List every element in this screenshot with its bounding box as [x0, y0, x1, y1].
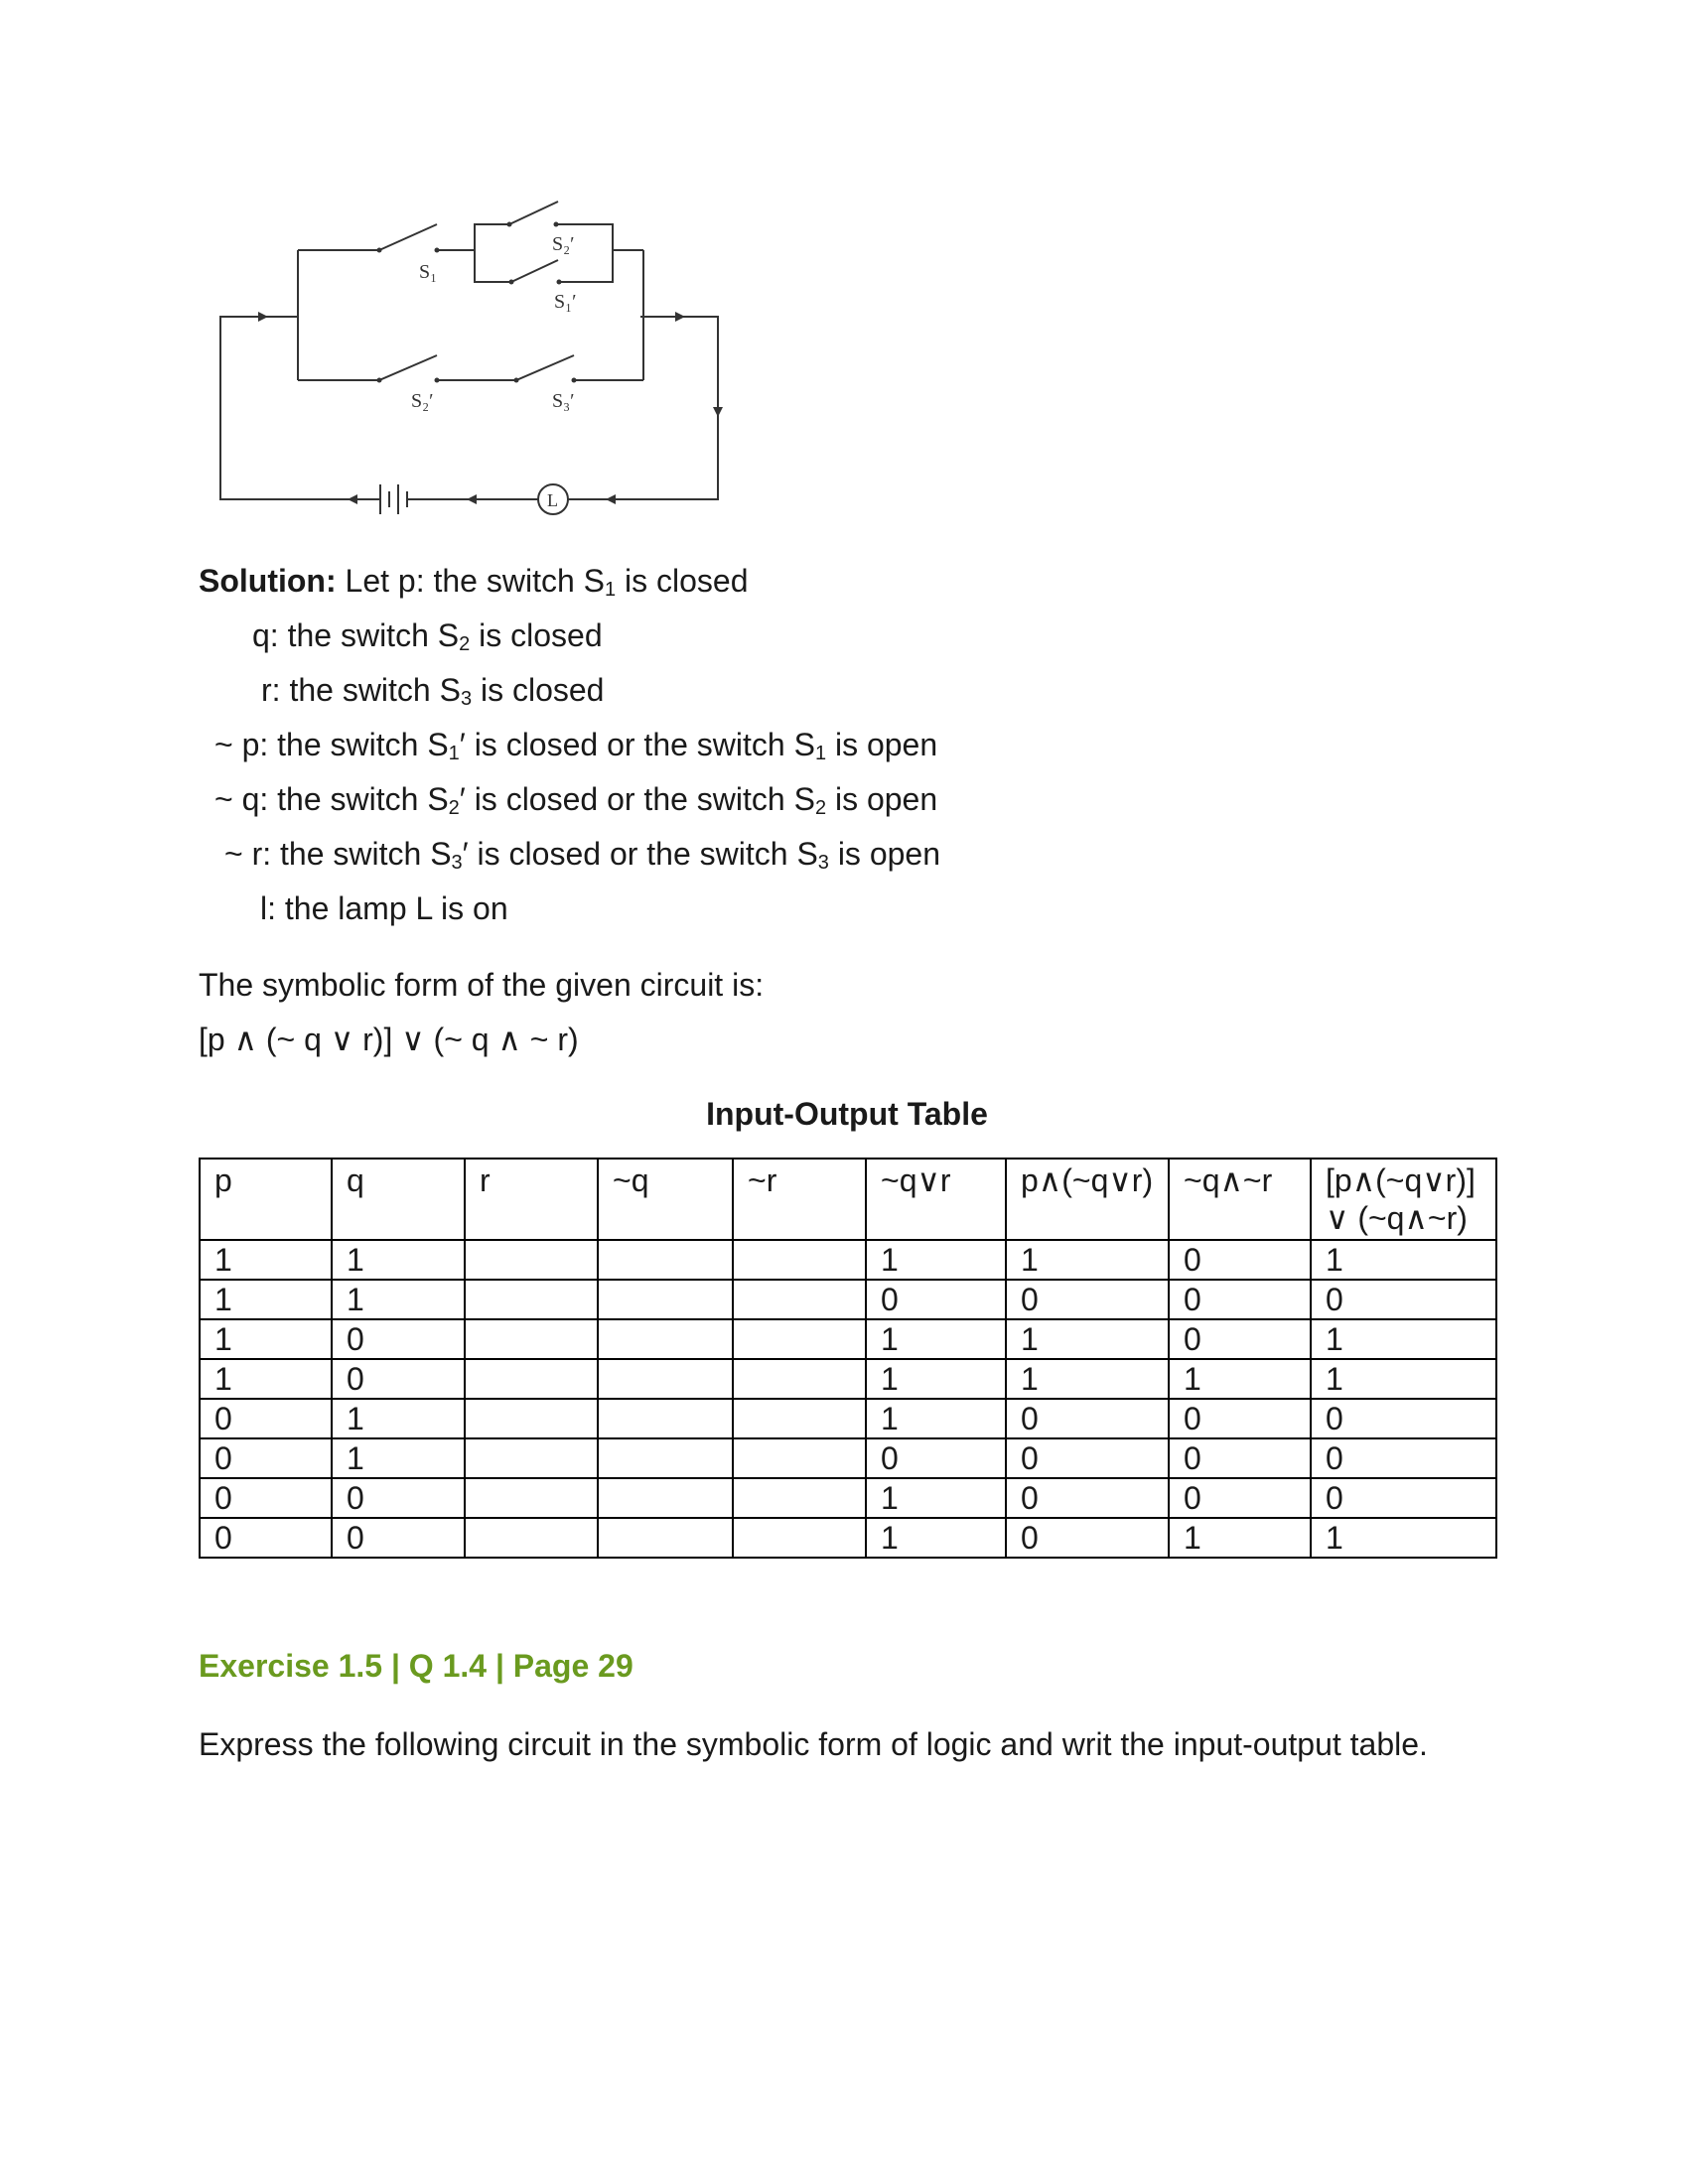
arrow-bottom-mid: [467, 494, 477, 504]
table-cell: 1: [866, 1478, 1006, 1518]
table-cell: [733, 1518, 866, 1558]
table-row: [200, 1280, 1496, 1319]
table-header-cell: p: [200, 1159, 332, 1240]
label-s2-prime-top: S₂′: [552, 233, 575, 255]
table-cell: 0: [332, 1359, 465, 1399]
table-cell: 1: [866, 1399, 1006, 1438]
table-cell: 1: [200, 1280, 332, 1319]
table-cell: 0: [1311, 1438, 1496, 1478]
table-cell: 1: [1311, 1319, 1496, 1359]
table-cell: 1: [1006, 1359, 1169, 1399]
table-cell: 1: [866, 1518, 1006, 1558]
table-cell: 1: [200, 1319, 332, 1359]
arrow-right-top: [675, 312, 685, 322]
table-header-cell: ~q∧~r: [1169, 1159, 1311, 1240]
circuit-diagram: [199, 189, 735, 526]
table-cell: [733, 1438, 866, 1478]
switch-s2-prime-blade: [509, 202, 558, 224]
table-cell: [465, 1319, 598, 1359]
table-cell: 0: [1169, 1438, 1311, 1478]
table-cell: 0: [1169, 1478, 1311, 1518]
table-cell: 1: [1006, 1319, 1169, 1359]
def-r: r: the switch $S_3$ is closed: [261, 672, 605, 710]
table-header-cell: ~q: [598, 1159, 733, 1240]
table-row: [200, 1478, 1496, 1518]
table-row: [200, 1319, 1496, 1359]
table-cell: [733, 1319, 866, 1359]
table-cell: 1: [332, 1240, 465, 1280]
switch-s3-prime-blade: [516, 355, 574, 380]
table-cell: 1: [1169, 1518, 1311, 1558]
table-title: Input-Output Table: [706, 1096, 988, 1132]
table-cell: 0: [1311, 1399, 1496, 1438]
table-cell: [465, 1359, 598, 1399]
table-cell: 1: [1311, 1240, 1496, 1280]
table-row: [200, 1240, 1496, 1280]
table-cell: 1: [332, 1280, 465, 1319]
table-cell: 0: [1006, 1518, 1169, 1558]
label-s2-prime: S₂′: [411, 390, 434, 412]
table-cell: 0: [200, 1518, 332, 1558]
symbolic-intro: The symbolic form of the given circuit is:: [199, 967, 765, 1003]
def-not-r: ~ r: the switch $S_3'$ is closed or the switch $S_3$ is open: [224, 836, 940, 874]
table-cell: 0: [1169, 1280, 1311, 1319]
table-cell: 1: [200, 1240, 332, 1280]
arrow-left-top: [258, 312, 268, 322]
table-cell: [465, 1478, 598, 1518]
switch-s1-blade: [379, 224, 437, 250]
table-cell: 0: [200, 1478, 332, 1518]
table-cell: 0: [866, 1280, 1006, 1319]
table-cell: 1: [866, 1319, 1006, 1359]
exercise-heading: Exercise 1.5 | Q 1.4 | Page 29: [199, 1648, 633, 1684]
table-cell: [733, 1240, 866, 1280]
table-cell: 0: [332, 1319, 465, 1359]
def-not-p: ~ p: the switch $S_1'$ is closed or the switch $S_1$ is open: [214, 727, 938, 764]
solution-heading: Solution:: [199, 563, 337, 599]
table-cell: 0: [1006, 1478, 1169, 1518]
table-cell: 0: [1169, 1319, 1311, 1359]
table-cell: [733, 1359, 866, 1399]
table-cell: [598, 1240, 733, 1280]
table-row: [200, 1438, 1496, 1478]
table-cell: 1: [866, 1240, 1006, 1280]
table-header-row: [200, 1159, 1496, 1240]
table-cell: 1: [332, 1438, 465, 1478]
table-cell: [598, 1438, 733, 1478]
table-cell: 1: [1311, 1359, 1496, 1399]
table-cell: 1: [332, 1399, 465, 1438]
table-cell: 0: [200, 1438, 332, 1478]
table-cell: 0: [1169, 1240, 1311, 1280]
solution-intro: Let p: the switch S: [345, 563, 605, 599]
input-output-table: [199, 1158, 1497, 1559]
table-header-cell: ~q∨r: [866, 1159, 1006, 1240]
table-cell: [465, 1438, 598, 1478]
table-cell: 0: [1006, 1399, 1169, 1438]
def-lamp: l: the lamp L is on: [260, 890, 508, 926]
table-cell: 0: [866, 1438, 1006, 1478]
label-lamp: L: [547, 490, 558, 510]
def-q: q: the switch $S_2$ is closed: [252, 617, 603, 655]
table-row: [200, 1359, 1496, 1399]
table-cell: 0: [1006, 1280, 1169, 1319]
label-s3-prime: S₃′: [552, 390, 575, 412]
arrow-right-down: [713, 407, 723, 417]
table-cell: [465, 1518, 598, 1558]
label-s1-prime: S₁′: [554, 291, 577, 313]
table-cell: [733, 1478, 866, 1518]
table-cell: 0: [1006, 1438, 1169, 1478]
table-body: [200, 1240, 1496, 1558]
table-cell: 0: [1311, 1478, 1496, 1518]
def-not-q: ~ q: the switch $S_2'$ is closed or the switch $S_2$ is open: [214, 781, 938, 819]
table-cell: [598, 1280, 733, 1319]
symbolic-form: [p ∧ (~ q ∨ r)] ∨ (~ q ∧ ~ r): [199, 1022, 579, 1057]
switch-s1-prime-blade: [511, 260, 558, 282]
table-cell: 1: [200, 1359, 332, 1399]
table-cell: [733, 1280, 866, 1319]
table-cell: [733, 1399, 866, 1438]
table-cell: [598, 1478, 733, 1518]
table-header-cell: ~r: [733, 1159, 866, 1240]
table-cell: 1: [866, 1359, 1006, 1399]
table-row: [200, 1399, 1496, 1438]
table-cell: [598, 1399, 733, 1438]
table-cell: 1: [1006, 1240, 1169, 1280]
table-header-cell: p∧(~q∨r): [1006, 1159, 1169, 1240]
exercise-question: Express the following circuit in the symbolic form of logic and writ the input-output table.: [199, 1726, 1428, 1762]
table-cell: 0: [332, 1518, 465, 1558]
arrow-bottom-right: [606, 494, 616, 504]
switch-s2-prime-lower-blade: [379, 355, 437, 380]
table-cell: [598, 1359, 733, 1399]
table-cell: [465, 1280, 598, 1319]
table-cell: [598, 1518, 733, 1558]
table-row: [200, 1518, 1496, 1558]
table-header-cell: q: [332, 1159, 465, 1240]
table-cell: 0: [1169, 1399, 1311, 1438]
table-cell: [465, 1240, 598, 1280]
label-s1: S₁: [419, 261, 438, 283]
table-cell: 0: [1311, 1280, 1496, 1319]
table-cell: [598, 1319, 733, 1359]
table-cell: [465, 1399, 598, 1438]
table-cell: 0: [200, 1399, 332, 1438]
table-cell: 0: [332, 1478, 465, 1518]
table-cell: 1: [1169, 1359, 1311, 1399]
solution-intro-line: Solution: Let p: the switch $S_1$ is closed: [199, 563, 749, 601]
table-header-cell: r: [465, 1159, 598, 1240]
table-header-cell: [p∧(~q∨r)] ∨ (~q∧~r): [1311, 1159, 1496, 1240]
table-cell: 1: [1311, 1518, 1496, 1558]
arrow-bottom-left: [348, 494, 357, 504]
